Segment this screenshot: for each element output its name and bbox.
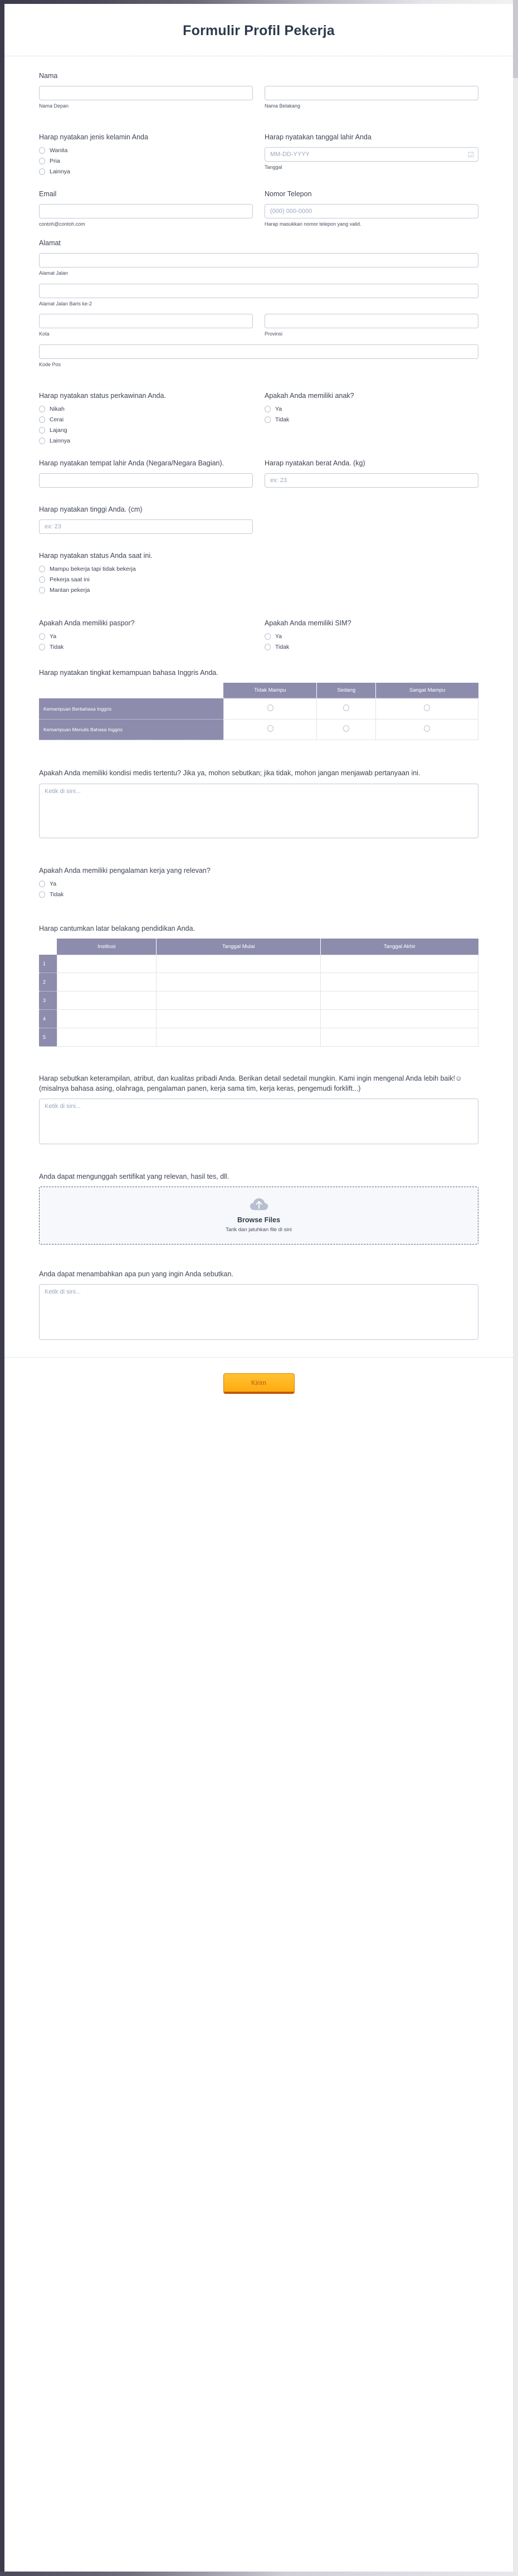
phone-sublabel: Harap masukkan nomor telepon yang valid.: [265, 221, 361, 227]
province-sublabel: Provinsi: [265, 331, 283, 337]
gender-option-lainnya[interactable]: [39, 168, 253, 175]
radio-icon[interactable]: [424, 704, 430, 711]
radio-icon[interactable]: [343, 725, 349, 732]
matrix-col-header: Sedang: [317, 683, 376, 698]
education-cell-tanggal-mulai[interactable]: [157, 973, 320, 991]
medical-textarea[interactable]: [39, 784, 478, 838]
height-input[interactable]: [39, 519, 253, 534]
education-col-header: Tanggal Mulai: [157, 939, 320, 955]
extra-label: Anda dapat menambahkan apa pun yang ingin Anda sebutkan.: [39, 1270, 233, 1279]
field-height: [39, 504, 253, 534]
education-cell-institusi[interactable]: [57, 955, 157, 973]
page-scrollbar[interactable]: [513, 0, 518, 2576]
field-experience: [39, 866, 478, 898]
matrix-col-header: Tidak Mampu: [223, 683, 317, 698]
birthdate-label: Harap nyatakan tanggal lahir Anda: [265, 133, 372, 141]
radio-label: Lajang: [50, 426, 67, 434]
marital-radio-group[interactable]: [39, 406, 253, 444]
street-address-2-input[interactable]: [39, 284, 478, 298]
radio-label: Cerai: [50, 416, 64, 423]
table-row: [39, 955, 478, 973]
matrix-row: [39, 698, 478, 720]
radio-icon[interactable]: [39, 406, 45, 412]
radio-label: Ya: [50, 880, 57, 887]
birthdate-sublabel: Tanggal: [265, 164, 282, 170]
first-name-sublabel: Nama Depan: [39, 103, 69, 109]
weight-label: Harap nyatakan berat Anda. (kg): [265, 459, 365, 467]
first-name-group: [39, 86, 253, 110]
page-title: Formulir Profil Pekerja: [183, 23, 335, 38]
skills-textarea[interactable]: [39, 1099, 478, 1144]
height-row: [39, 504, 478, 534]
field-marital-status: [39, 391, 253, 448]
passport-option-ya[interactable]: [39, 633, 253, 640]
address-label: Alamat: [39, 239, 61, 247]
license-option-tidak[interactable]: [265, 644, 478, 650]
field-gender: [39, 132, 253, 179]
experience-option-tidak[interactable]: [39, 891, 478, 898]
license-label: Apakah Anda memiliki SIM?: [265, 619, 351, 628]
education-cell-tanggal-mulai[interactable]: [157, 955, 320, 973]
radio-icon[interactable]: [39, 158, 45, 164]
cloud-upload-icon: [250, 1197, 268, 1212]
work-status-option-2[interactable]: [39, 576, 478, 583]
email-label: Email: [39, 189, 57, 198]
zip-code-sublabel: Kode Pos: [39, 361, 61, 367]
file-dropzone[interactable]: [39, 1187, 478, 1245]
field-weight: [265, 458, 478, 488]
radio-icon[interactable]: [265, 416, 271, 423]
radio-label: Tidak: [275, 416, 290, 423]
radio-label: Tidak: [50, 644, 64, 651]
radio-label: Lainnya: [50, 168, 70, 175]
marital-option-cerai[interactable]: [39, 416, 253, 423]
passport-license-row: [39, 618, 478, 654]
radio-icon[interactable]: [39, 168, 45, 175]
radio-icon[interactable]: [39, 566, 45, 572]
passport-option-tidak[interactable]: [39, 644, 253, 650]
education-cell-institusi[interactable]: [57, 973, 157, 991]
radio-label: Lainnya: [50, 437, 70, 444]
education-cell-tanggal-mulai[interactable]: [157, 1028, 320, 1047]
education-cell-tanggal-mulai[interactable]: [157, 1010, 320, 1028]
first-name-input[interactable]: [39, 86, 253, 100]
passport-radio-group[interactable]: [39, 633, 253, 650]
table-row: [39, 1010, 478, 1028]
window-top-gradient-bar: [0, 0, 518, 4]
form-page: [4, 4, 513, 1411]
education-cell-institusi[interactable]: [57, 1028, 157, 1047]
city-sublabel: Kota: [39, 331, 50, 337]
english-matrix-table: [39, 683, 478, 740]
radio-icon[interactable]: [39, 891, 45, 898]
gender-birthdate-row: [39, 132, 478, 179]
english-label: Harap nyatakan tingkat kemampuan bahasa Inggris Anda.: [39, 669, 218, 677]
window-bottom-bar: [0, 2572, 518, 2576]
education-row-number: 1: [39, 955, 57, 973]
email-input[interactable]: [39, 204, 253, 218]
education-col-header: Institusi: [57, 939, 157, 955]
education-col-header: Tanggal Akhir: [321, 939, 478, 955]
field-medical: [39, 768, 478, 840]
radio-icon[interactable]: [39, 427, 45, 434]
education-cell-tanggal-akhir[interactable]: [321, 1028, 478, 1047]
city-input[interactable]: [39, 314, 253, 328]
radio-icon[interactable]: [39, 644, 45, 650]
field-birthdate: [265, 132, 478, 179]
province-input[interactable]: [265, 314, 478, 328]
radio-icon[interactable]: [267, 704, 273, 711]
radio-icon[interactable]: [265, 633, 271, 640]
left-edge-bar: [0, 0, 4, 2576]
matrix-row-header: Kemampuan Berbahasa Inggris: [39, 698, 223, 720]
table-row: [39, 973, 478, 991]
radio-label: Tidak: [275, 644, 290, 651]
education-label: Harap cantumkan latar belakang pendidikan Anda.: [39, 924, 196, 932]
field-children: [265, 391, 478, 448]
radio-icon[interactable]: [39, 147, 45, 154]
height-label: Harap nyatakan tinggi Anda. (cm): [39, 505, 143, 513]
marital-label: Harap nyatakan status perkawinan Anda.: [39, 391, 166, 400]
form-header: [4, 4, 513, 56]
extra-textarea[interactable]: [39, 1284, 478, 1340]
marital-option-lainnya[interactable]: [39, 438, 253, 444]
radio-label: Tidak: [50, 891, 64, 898]
birthplace-weight-row: [39, 458, 478, 488]
passport-label: Apakah Anda memiliki paspor?: [39, 619, 135, 628]
radio-icon[interactable]: [39, 633, 45, 640]
radio-icon[interactable]: [424, 725, 430, 732]
field-english-matrix: [39, 668, 478, 740]
education-row-number: 2: [39, 973, 57, 991]
matrix-row: [39, 720, 478, 740]
table-row: [39, 991, 478, 1010]
radio-label: Ya: [275, 405, 282, 412]
education-row-number: 4: [39, 1010, 57, 1028]
education-cell-tanggal-mulai[interactable]: [157, 991, 320, 1010]
education-cell-institusi[interactable]: [57, 1010, 157, 1028]
radio-label: Mantan pekerja: [50, 587, 90, 594]
zip-code-input[interactable]: [39, 344, 478, 359]
radio-icon[interactable]: [39, 881, 45, 887]
matrix-col-header: Sangat Mampu: [376, 683, 478, 698]
radio-label: Ya: [275, 633, 282, 640]
radio-label: Pria: [50, 157, 60, 164]
birthplace-label: Harap nyatakan tempat lahir Anda (Negara/Negara Bagian).: [39, 459, 224, 467]
education-row-number: 3: [39, 991, 57, 1010]
radio-icon[interactable]: [267, 725, 273, 732]
last-name-input[interactable]: [265, 86, 478, 100]
experience-label: Apakah Anda memiliki pengalaman kerja yang relevan?: [39, 866, 211, 874]
field-name: [39, 71, 478, 110]
browse-files-button[interactable]: Browse Files: [237, 1216, 281, 1224]
field-phone: [265, 189, 478, 228]
last-name-group: [265, 86, 478, 110]
scrollbar-thumb[interactable]: [513, 0, 518, 78]
children-label: Apakah Anda memiliki anak?: [265, 391, 354, 400]
education-cell-tanggal-akhir[interactable]: [321, 955, 478, 973]
children-option-ya[interactable]: [265, 406, 478, 412]
field-skills: [39, 1073, 478, 1147]
radio-icon[interactable]: [343, 704, 349, 711]
medical-label: Apakah Anda memiliki kondisi medis tertentu? Jika ya, mohon sebutkan; jika tidak, mohon jangan menjawab pertanyaan ini.: [39, 769, 421, 777]
email-phone-row: [39, 189, 478, 228]
birthplace-input[interactable]: [39, 473, 253, 488]
marital-option-nikah[interactable]: [39, 406, 253, 412]
phone-input[interactable]: [265, 204, 478, 218]
radio-icon[interactable]: [39, 576, 45, 583]
radio-label: Nikah: [50, 405, 65, 412]
children-option-tidak[interactable]: [265, 416, 478, 423]
field-education: [39, 924, 478, 1047]
street-address-sublabel: Alamat Jalan: [39, 270, 69, 276]
work-status-option-3[interactable]: [39, 587, 478, 594]
education-cell-tanggal-akhir[interactable]: [321, 991, 478, 1010]
weight-input[interactable]: [265, 473, 478, 488]
matrix-cell[interactable]: [317, 698, 376, 720]
work-status-radio-group[interactable]: [39, 566, 478, 594]
form-footer: [4, 1357, 513, 1411]
work-status-label: Harap nyatakan status Anda saat ini.: [39, 552, 153, 560]
gender-option-pria[interactable]: [39, 158, 253, 164]
education-corner: [39, 939, 57, 955]
marital-option-lajang[interactable]: [39, 427, 253, 434]
education-row-number: 5: [39, 1028, 57, 1047]
last-name-sublabel: Nama Belakang: [265, 103, 301, 109]
field-email: [39, 189, 253, 228]
phone-label: Nomor Telepon: [265, 189, 312, 198]
street-address-input[interactable]: [39, 253, 478, 268]
license-option-ya[interactable]: [265, 633, 478, 640]
street-address-2-sublabel: Alamat Jalan Baris ke-2: [39, 300, 92, 307]
radio-label: Wanita: [50, 147, 68, 154]
matrix-cell[interactable]: [223, 698, 317, 720]
children-radio-group[interactable]: [265, 406, 478, 423]
radio-icon[interactable]: [265, 406, 271, 412]
table-row: [39, 1028, 478, 1047]
birthdate-input[interactable]: [265, 147, 478, 162]
matrix-cell[interactable]: [376, 698, 478, 720]
radio-icon[interactable]: [265, 644, 271, 650]
education-cell-tanggal-akhir[interactable]: [321, 1010, 478, 1028]
gender-label: Harap nyatakan jenis kelamin Anda: [39, 133, 148, 141]
matrix-cell[interactable]: [317, 720, 376, 740]
name-label: Nama: [39, 72, 58, 80]
city-group: [39, 314, 253, 338]
education-table: [39, 939, 478, 1047]
calendar-icon[interactable]: [468, 151, 474, 157]
matrix-row-header: Kemampuan Menulis Bahasa Inggris: [39, 720, 223, 740]
matrix-cell[interactable]: [376, 720, 478, 740]
matrix-corner: [39, 683, 223, 698]
radio-icon[interactable]: [39, 416, 45, 423]
form-body: [4, 56, 513, 1343]
experience-radio-group[interactable]: [39, 881, 478, 898]
education-cell-tanggal-akhir[interactable]: [321, 973, 478, 991]
field-birthplace: [39, 458, 253, 488]
radio-label: Mampu bekerja tapi tidak bekerja: [50, 566, 136, 573]
field-work-status: [39, 551, 478, 594]
license-radio-group[interactable]: [265, 633, 478, 650]
experience-option-ya[interactable]: [39, 881, 478, 887]
field-license: [265, 618, 478, 654]
radio-icon[interactable]: [39, 587, 45, 594]
marital-children-row: [39, 391, 478, 448]
education-cell-institusi[interactable]: [57, 991, 157, 1010]
field-address: [39, 238, 478, 368]
field-upload: [39, 1172, 478, 1245]
gender-radio-group[interactable]: [39, 147, 253, 175]
submit-button[interactable]: Kirim: [223, 1373, 295, 1394]
radio-label: Ya: [50, 633, 57, 640]
work-status-option-1[interactable]: [39, 566, 478, 572]
matrix-cell[interactable]: [223, 720, 317, 740]
radio-icon[interactable]: [39, 438, 45, 444]
upload-label: Anda dapat mengunggah sertifikat yang relevan, hasil tes, dll.: [39, 1173, 229, 1180]
skills-label: Harap sebutkan keterampilan, atribut, dan kualitas pribadi Anda. Berikan detail sedetail mungkin. Kami ingin mengenal Anda lebih baik!☺ (misalnya bahasa asing, olahraga, pengalaman panen, kerja sama tim, kerja keras, pengemudi forklift...): [39, 1074, 462, 1092]
email-sublabel: contoh@contoh.com: [39, 221, 85, 227]
field-extra: [39, 1269, 478, 1343]
drag-drop-hint: Tarik dan jatuhkan file di sini: [226, 1227, 292, 1233]
gender-option-wanita[interactable]: [39, 147, 253, 154]
radio-label: Pekerja saat ini: [50, 576, 90, 584]
province-group: [265, 314, 478, 338]
field-passport: [39, 618, 253, 654]
